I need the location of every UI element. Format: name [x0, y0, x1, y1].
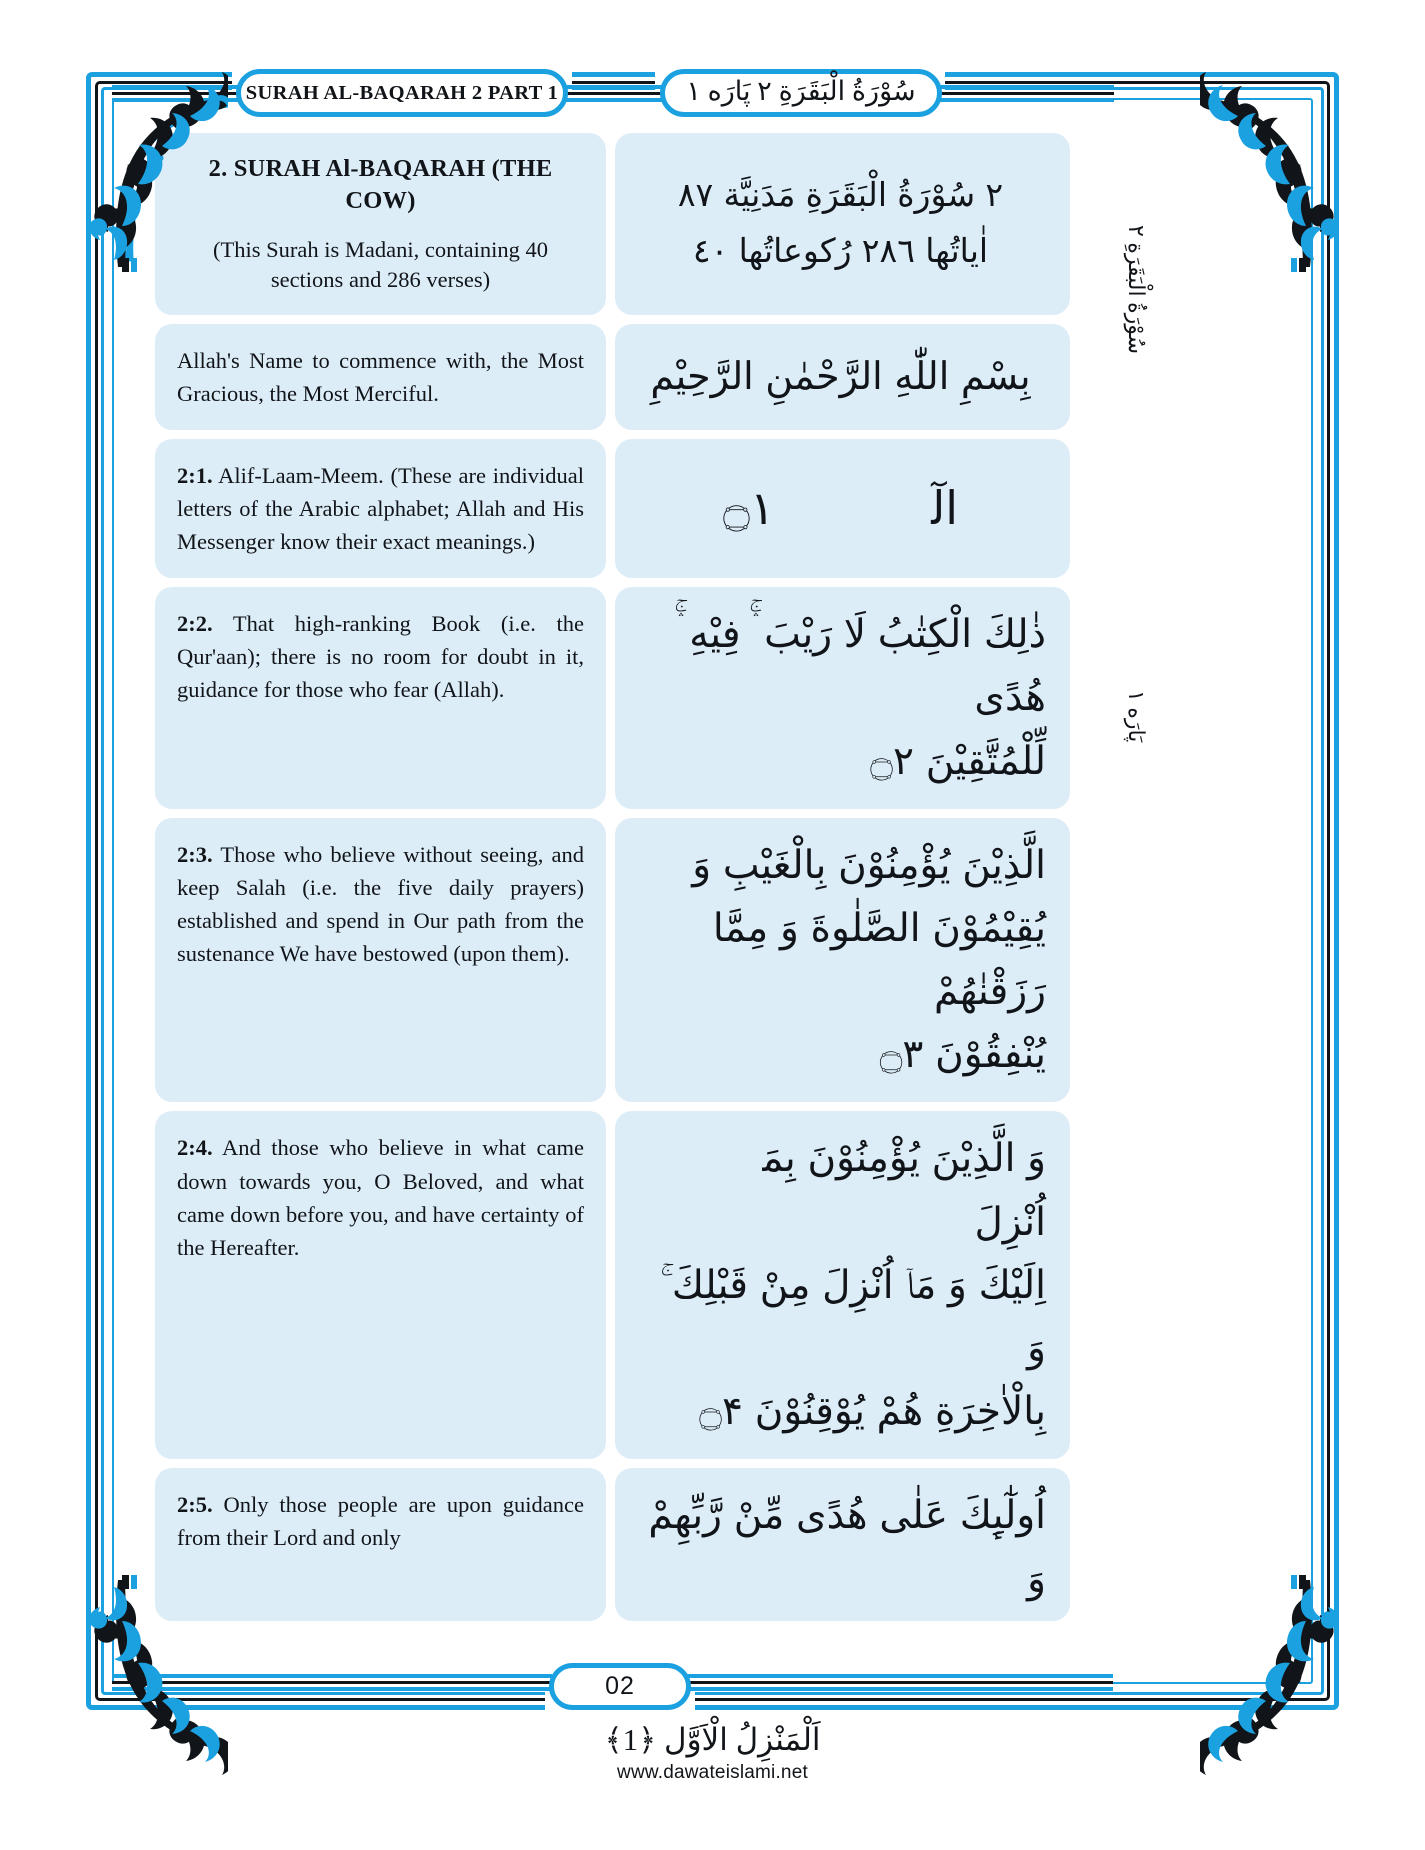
surah-arabic-line-2: اٰیاتُها ٢٨٦ رُکوعاتُها ٤٠ — [692, 233, 989, 270]
surah-heading-arabic — [615, 133, 1070, 315]
corner-ornament-bottom-left — [78, 1575, 228, 1785]
verse-arabic-line-2-4-2: بِالْاٰخِرَةِ هُمْ یُوْقِنُوْنَ ۝۴ — [699, 1390, 1046, 1434]
verse-text-2-4: And those who believe in what came down towards you, O Beloved, and what came down before you, and have certainty of the Hereafter. — [177, 1135, 584, 1260]
verse-english-2-2 — [155, 587, 606, 809]
footer-manzil-label: اَلْمَنْزِلُ الْاَوَّل ﴿1﴾ — [604, 1722, 821, 1757]
verse-english-text-2-1 — [177, 459, 584, 558]
margin-label-surah: سُوْرَةُ الْبَقَرَةِ ٢ — [1124, 225, 1149, 355]
verse-arabic-2-1 — [615, 439, 1070, 578]
header-title-left — [236, 69, 568, 117]
verse-english-text-2-3 — [177, 838, 584, 970]
header-rule-center — [562, 85, 666, 102]
verse-arabic-line-2-3-0: الَّذِیْنَ یُؤْمِنُوْنَ بِالْغَیْبِ وَ — [692, 843, 1046, 887]
verse-arabic-line-2-4-1: اِلَیْكَ وَ مَاۤ اُنْزِلَ مِنْ قَبْلِكَ ۚ وَ — [660, 1263, 1046, 1370]
header-title-right — [660, 69, 942, 117]
verse-arabic-line-2-2-1: لِّلْمُتَّقِیْنَ ۝۲ — [870, 739, 1046, 783]
verse-number-2-4: 2:4. — [177, 1135, 213, 1161]
margin-label-para: پَارَه ١ — [1124, 690, 1149, 743]
bismillah-english-text: Allah's Name to commence with, the Most Gracious, the Most Merciful. — [177, 347, 584, 407]
header-rule-right — [936, 85, 1114, 102]
corner-ornament-bottom-right — [1200, 1575, 1350, 1785]
verse-arabic-2-3 — [615, 818, 1070, 1103]
bismillah-arabic-text: بِسْمِ اللّٰهِ الرَّحْمٰنِ الرَّحِیْمِ — [650, 355, 1031, 398]
bismillah-row — [155, 324, 1070, 430]
verse-container — [155, 133, 1070, 1630]
footer-rule-right — [687, 1674, 1113, 1691]
page-number-text: 02 — [605, 1672, 635, 1700]
verse-arabic-2-4 — [615, 1111, 1070, 1459]
surah-subtitle: (This Surah is Madani, containing 40 sections and 286 verses) — [213, 236, 548, 292]
verse-english-text-2-2 — [177, 607, 584, 706]
verse-row-2-2 — [155, 587, 1070, 809]
verse-number-2-2: 2:2. — [177, 611, 213, 637]
surah-arabic-line-1: ٢ سُوْرَةُ الْبَقَرَةِ مَدَنِیَّة ٨٧ — [677, 177, 1004, 214]
verse-english-2-1 — [155, 439, 606, 578]
verse-row-2-3 — [155, 818, 1070, 1103]
verse-text-2-2: That high-ranking Book (i.e. the Qur'aan); there is no room for doubt in it, guidance for those who fear (Allah). — [177, 611, 585, 703]
verse-english-2-4 — [155, 1111, 606, 1459]
header-title-left-text: SURAH AL-BAQARAH 2 PART 1 — [245, 81, 559, 104]
verse-arabic-line-2-3-2: یُنْفِقُوْنَ ۝۳ — [879, 1033, 1046, 1077]
verse-arabic-line-2-3-1: یُقِیْمُوْنَ الصَّلٰوةَ وَ مِمَّا رَزَقْنٰهُمْ — [712, 906, 1046, 1014]
verse-english-2-3 — [155, 818, 606, 1103]
verse-arabic-2-2 — [615, 587, 1070, 809]
verse-row-2-4 — [155, 1111, 1070, 1459]
verse-english-text-2-4 — [177, 1131, 584, 1263]
verse-number-2-1: 2:1. — [177, 463, 213, 489]
verse-arabic-line-2-2-0: ذٰلِكَ الْكِتٰبُ لَا رَیْبَ ۛۚ فِیْهِ ۛۚ هُدًى — [677, 613, 1046, 720]
bismillah-english — [155, 324, 606, 430]
verse-text-2-3: Those who believe without seeing, and keep Salah (i.e. the five daily prayers) established and spend in Our path from the sustenance We have bestowed (upon them). — [177, 841, 584, 966]
verse-arabic-line-2-5-0: اُولٰٓىِٕكَ عَلٰى هُدًى مِّنْ رَّبِّهِمْ وَ — [648, 1494, 1046, 1601]
verse-text-2-1: Alif-Laam-Meem. (These are individual letters of the Arabic alphabet; Allah and His Messenger know their exact meanings.) — [177, 463, 584, 555]
verse-row-2-5 — [155, 1468, 1070, 1620]
footer-website-url: www.dawateislami.net — [617, 1761, 808, 1783]
bismillah-arabic — [615, 324, 1070, 430]
verse-english-text-2-5 — [177, 1488, 584, 1554]
verse-text-2-5: Only those people are upon guidance from their Lord and only — [177, 1492, 584, 1551]
verse-arabic-2-5 — [615, 1468, 1070, 1620]
verse-row-2-1 — [155, 439, 1070, 578]
verse-number-2-3: 2:3. — [177, 841, 213, 867]
verse-arabic-line-2-4-0: وَ الَّذِیْنَ یُؤْمِنُوْنَ بِمَاۤ اُنْزِلَ — [701, 1137, 1046, 1244]
surah-heading-row — [155, 133, 1070, 315]
header-title-right-text: سُوْرَةُ الْبَقَرَةِ ٢ پَارَه ١ — [686, 75, 916, 106]
verse-arabic-line-2-1-0: الٓمّٓۚ ۝۱ — [722, 483, 959, 535]
corner-ornament-top-left — [78, 62, 228, 272]
corner-ornament-top-right — [1200, 62, 1350, 272]
surah-title: 2. SURAH Al-BAQARAH (THE COW) — [208, 155, 553, 214]
page-number-badge — [549, 1663, 691, 1710]
verse-number-2-5: 2:5. — [177, 1492, 213, 1518]
